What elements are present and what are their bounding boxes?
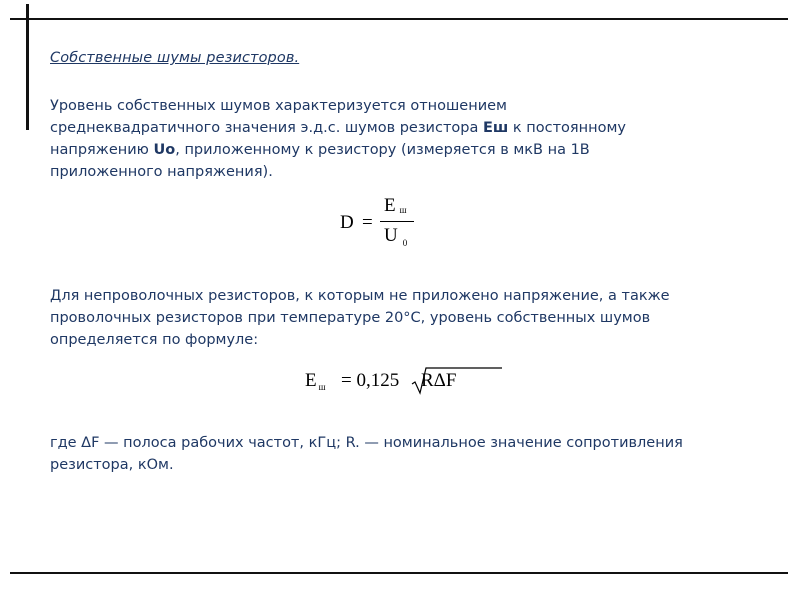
bottom-rule bbox=[10, 572, 788, 574]
lhs-symbol: E bbox=[305, 370, 317, 391]
numerator-symbol: E bbox=[384, 195, 396, 216]
text-fragment: , приложенному к резистору (измеряется в мкВ на 1В bbox=[175, 142, 590, 158]
formula-numerator bbox=[384, 195, 407, 217]
paragraph-line: определяется по формуле: bbox=[50, 332, 259, 348]
text-fragment: напряжению bbox=[50, 142, 154, 158]
lhs-subscript: ш bbox=[318, 382, 326, 392]
formula-denominator bbox=[384, 225, 407, 248]
paragraph-definitions bbox=[50, 432, 770, 476]
paragraph-line: проволочных резисторов при температуре 20°С, уровень собственных шумов bbox=[50, 310, 651, 326]
formula-noise-emf bbox=[305, 366, 505, 400]
formula-lhs bbox=[305, 370, 326, 392]
left-rule bbox=[26, 4, 29, 130]
denominator-subscript: 0 bbox=[402, 238, 408, 248]
paragraph-line: резистора, кОм. bbox=[50, 457, 174, 473]
paragraph-noise-level bbox=[50, 95, 770, 183]
paragraph-nonwire-resistors bbox=[50, 285, 770, 351]
formula-radicand: RΔF bbox=[421, 370, 457, 391]
paragraph-line: приложенного напряжения). bbox=[50, 164, 273, 180]
fraction-bar bbox=[380, 221, 414, 222]
slide-heading: Собственные шумы резисторов. bbox=[50, 50, 300, 66]
denominator-symbol: U bbox=[384, 225, 398, 246]
top-rule bbox=[10, 18, 788, 20]
paragraph-line bbox=[50, 139, 770, 161]
paragraph-line: где ΔF — полоса рабочих частот, кГц; R. — номинальное значение сопротивления bbox=[50, 435, 683, 451]
bold-term-esh: Еш bbox=[482, 120, 509, 136]
formula-noise-ratio bbox=[340, 194, 450, 256]
formula-equals: = bbox=[362, 212, 373, 233]
text-fragment: к постоянному bbox=[508, 120, 626, 136]
paragraph-line: Уровень собственных шумов характеризуется отношением bbox=[50, 98, 507, 114]
paragraph-line bbox=[50, 117, 770, 139]
bold-term-uo: Uo bbox=[153, 142, 176, 158]
text-fragment: среднеквадратичного значения э.д.с. шумов резистора bbox=[50, 120, 483, 136]
formula-coefficient: = 0,125 bbox=[341, 370, 400, 391]
numerator-subscript: ш bbox=[399, 205, 407, 215]
formula-lhs: D bbox=[340, 212, 354, 233]
paragraph-line: Для непроволочных резисторов, к которым не приложено напряжение, а также bbox=[50, 288, 670, 304]
